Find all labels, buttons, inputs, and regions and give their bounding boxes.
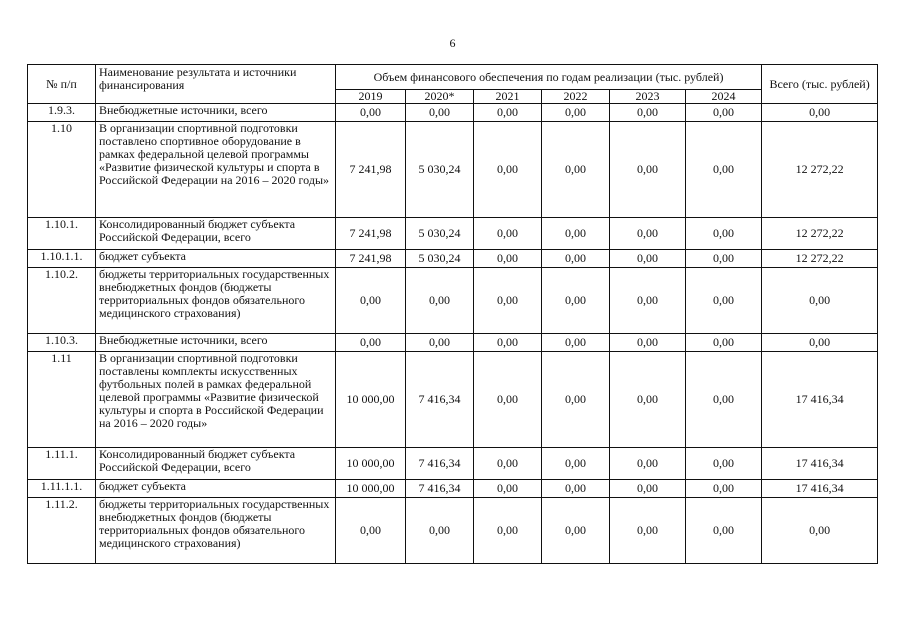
row-number: 1.10.1.1. [28, 250, 96, 268]
row-value: 0,00 [474, 352, 542, 448]
row-value: 0,00 [542, 334, 610, 352]
row-total: 12 272,22 [762, 218, 878, 250]
header-total: Всего (тыс. рублей) [762, 65, 878, 104]
row-value: 0,00 [686, 448, 762, 480]
header-num: № п/п [28, 65, 96, 104]
row-value: 0,00 [610, 352, 686, 448]
row-name: В организации спортивной подготовки поставлены комплекты искусственных футбольных полей в рамках федеральной целевой программы «Развитие физической культуры и спорта в Российской Федерации на 2016 – 2020 годы» [96, 352, 336, 448]
table-row [28, 480, 878, 498]
row-number: 1.11 [28, 352, 96, 448]
row-value: 0,00 [610, 122, 686, 218]
table-body [28, 104, 878, 564]
row-value: 0,00 [686, 480, 762, 498]
row-total: 12 272,22 [762, 122, 878, 218]
row-value: 0,00 [406, 334, 474, 352]
row-value: 5 030,24 [406, 250, 474, 268]
row-total: 0,00 [762, 104, 878, 122]
row-value: 0,00 [610, 250, 686, 268]
header-funding: Объем финансового обеспечения по годам реализации (тыс. рублей) [336, 65, 762, 90]
row-value: 0,00 [474, 480, 542, 498]
row-value: 0,00 [610, 268, 686, 334]
header-year: 2023 [610, 90, 686, 104]
row-name: Внебюджетные источники, всего [96, 104, 336, 122]
row-value: 0,00 [686, 218, 762, 250]
row-value: 0,00 [542, 448, 610, 480]
header-name: Наименование результата и источники финансирования [96, 65, 336, 104]
row-value: 0,00 [686, 250, 762, 268]
row-value: 0,00 [542, 250, 610, 268]
row-name: В организации спортивной подготовки поставлено спортивное оборудование в рамках федеральной целевой программы «Развитие физической культуры и спорта в Российской Федерации на 2016 – 2020 годы» [96, 122, 336, 218]
row-value: 0,00 [474, 448, 542, 480]
row-value: 7 416,34 [406, 352, 474, 448]
row-value: 0,00 [610, 448, 686, 480]
row-total: 0,00 [762, 268, 878, 334]
table-row [28, 122, 878, 218]
row-value: 0,00 [542, 122, 610, 218]
row-number: 1.10.1. [28, 218, 96, 250]
table-row [28, 218, 878, 250]
row-total: 17 416,34 [762, 352, 878, 448]
row-value: 10 000,00 [336, 448, 406, 480]
row-number: 1.10.3. [28, 334, 96, 352]
row-value: 0,00 [542, 268, 610, 334]
row-name: Внебюджетные источники, всего [96, 334, 336, 352]
row-value: 0,00 [686, 104, 762, 122]
row-value: 0,00 [610, 334, 686, 352]
row-value: 0,00 [542, 480, 610, 498]
row-value: 0,00 [474, 334, 542, 352]
row-number: 1.10 [28, 122, 96, 218]
row-value: 0,00 [686, 268, 762, 334]
row-name: бюджет субъекта [96, 480, 336, 498]
row-value: 10 000,00 [336, 352, 406, 448]
header-year: 2024 [686, 90, 762, 104]
row-value: 0,00 [336, 268, 406, 334]
row-value: 7 416,34 [406, 480, 474, 498]
row-number: 1.10.2. [28, 268, 96, 334]
table-row [28, 448, 878, 480]
row-value: 0,00 [686, 334, 762, 352]
row-number: 1.11.1.1. [28, 480, 96, 498]
row-value: 0,00 [474, 268, 542, 334]
header-row [28, 65, 878, 90]
row-value: 0,00 [686, 352, 762, 448]
row-value: 0,00 [686, 122, 762, 218]
row-name: бюджеты территориальных государственных внебюджетных фондов (бюджеты территориальных фондов обязательного медицинского страхования) [96, 268, 336, 334]
row-value: 0,00 [610, 104, 686, 122]
table-row [28, 498, 878, 564]
row-name: Консолидированный бюджет субъекта Российской Федерации, всего [96, 448, 336, 480]
row-number: 1.11.2. [28, 498, 96, 564]
header-year: 2020* [406, 90, 474, 104]
row-value: 0,00 [610, 480, 686, 498]
row-total: 12 272,22 [762, 250, 878, 268]
funding-table [27, 64, 878, 564]
row-value: 7 241,98 [336, 218, 406, 250]
table-row [28, 334, 878, 352]
row-value: 0,00 [474, 104, 542, 122]
header-year: 2019 [336, 90, 406, 104]
page-number: 6 [449, 36, 456, 50]
row-value: 0,00 [406, 104, 474, 122]
table-row [28, 268, 878, 334]
row-value: 0,00 [542, 104, 610, 122]
header-year: 2022 [542, 90, 610, 104]
row-value: 7 241,98 [336, 122, 406, 218]
row-value: 5 030,24 [406, 122, 474, 218]
row-total: 0,00 [762, 334, 878, 352]
row-value: 0,00 [336, 334, 406, 352]
row-value: 0,00 [474, 498, 542, 564]
row-name: Консолидированный бюджет субъекта Российской Федерации, всего [96, 218, 336, 250]
row-value: 0,00 [474, 250, 542, 268]
row-total: 0,00 [762, 498, 878, 564]
row-value: 7 416,34 [406, 448, 474, 480]
row-value: 0,00 [686, 498, 762, 564]
row-value: 0,00 [336, 104, 406, 122]
row-value: 10 000,00 [336, 480, 406, 498]
row-value: 0,00 [610, 218, 686, 250]
table-row [28, 250, 878, 268]
row-value: 7 241,98 [336, 250, 406, 268]
row-total: 17 416,34 [762, 448, 878, 480]
row-number: 1.11.1. [28, 448, 96, 480]
row-name: бюджет субъекта [96, 250, 336, 268]
row-value: 0,00 [406, 498, 474, 564]
row-number: 1.9.3. [28, 104, 96, 122]
header-year: 2021 [474, 90, 542, 104]
table-row [28, 352, 878, 448]
row-total: 17 416,34 [762, 480, 878, 498]
row-value: 0,00 [542, 498, 610, 564]
row-value: 0,00 [474, 218, 542, 250]
row-value: 0,00 [542, 352, 610, 448]
row-value: 0,00 [610, 498, 686, 564]
row-value: 0,00 [336, 498, 406, 564]
row-value: 5 030,24 [406, 218, 474, 250]
row-value: 0,00 [474, 122, 542, 218]
row-value: 0,00 [542, 218, 610, 250]
row-name: бюджеты территориальных государственных внебюджетных фондов (бюджеты территориальных фондов обязательного медицинского страхования) [96, 498, 336, 564]
table-row [28, 104, 878, 122]
row-value: 0,00 [406, 268, 474, 334]
